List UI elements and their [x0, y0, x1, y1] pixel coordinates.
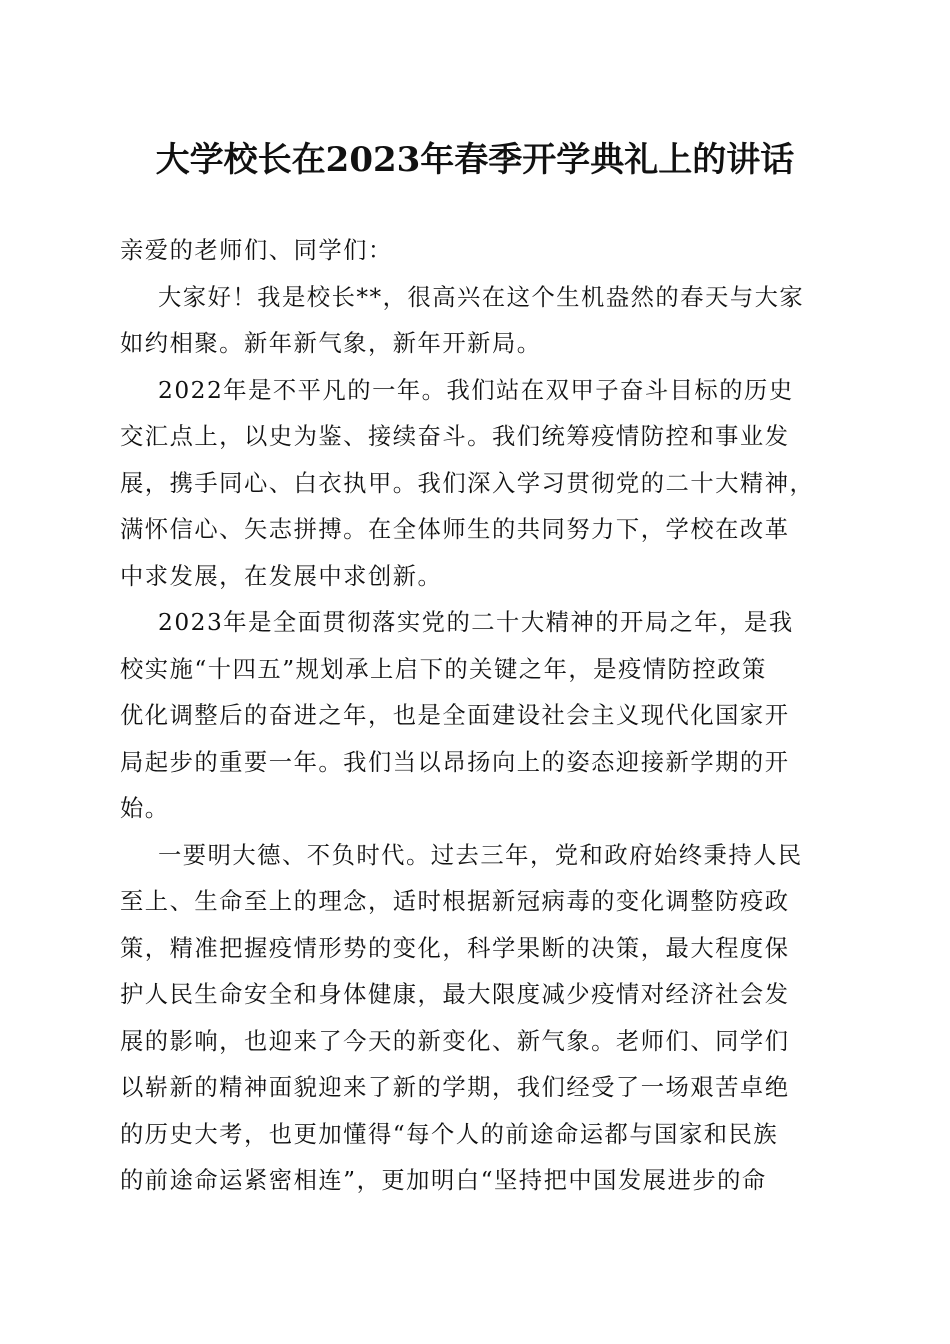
text-line: 如约相聚。新年新气象，新年开新局。 — [120, 330, 542, 357]
text-line: 展，携手同心、白衣执甲。我们深入学习贯彻党的二十大精神， — [120, 469, 815, 497]
text-line: 2022年是不平凡的一年。我们站在双甲子奋斗目标的历史 — [158, 376, 794, 404]
text-line: 亲爱的老师们、同学们： — [120, 237, 393, 264]
text-line: 2023年是全面贯彻落实党的二十大精神的开局之年，是我 — [158, 609, 794, 636]
text-line: 护人民生命安全和身体健康，最大限度减少疫情对经济社会发 — [120, 981, 790, 1008]
text-line: 一要明大德、不负时代。过去三年，党和政府始终秉持人民 — [158, 841, 803, 869]
text-line: 校实施“十四五”规划承上启下的关键之年，是疫情防控政策 — [120, 655, 767, 683]
text-line: 交汇点上，以史为鉴、接续奋斗。我们统筹疫情防控和事业发 — [120, 423, 790, 450]
text-line: 以崭新的精神面貌迎来了新的学期，我们经受了一场艰苦卓绝 — [120, 1074, 790, 1101]
text-line: 大家好！我是校长**，很高兴在这个生机盎然的春天与大家 — [158, 283, 805, 311]
text-line: 满怀信心、矢志拼搏。在全体师生的共同努力下，学校在改革 — [120, 516, 790, 543]
text-line: 始。 — [120, 795, 170, 822]
text-line: 策，精准把握疫情形势的变化，科学果断的决策，最大程度保 — [120, 934, 790, 962]
text-line: 的历史大考，也更加懂得“每个人的前途命运都与国家和民族 — [120, 1120, 779, 1148]
document-title: 大学校长在2023年春季开学典礼上的讲话 — [155, 140, 795, 180]
document-body — [120, 228, 834, 1205]
text-line: 至上、生命至上的理念，适时根据新冠病毒的变化调整防疫政 — [120, 888, 790, 915]
text-line: 展的影响，也迎来了今天的新变化、新气象。老师们、同学们 — [120, 1027, 790, 1055]
text-line: 的前途命运紧密相连”，更加明白“坚持把中国发展进步的命 — [120, 1167, 767, 1194]
text-line: 优化调整后的奋进之年，也是全面建设社会主义现代化国家开 — [120, 702, 790, 729]
text-line: 局起步的重要一年。我们当以昂扬向上的姿态迎接新学期的开 — [120, 748, 790, 776]
text-line: 中求发展，在发展中求创新。 — [120, 562, 443, 590]
